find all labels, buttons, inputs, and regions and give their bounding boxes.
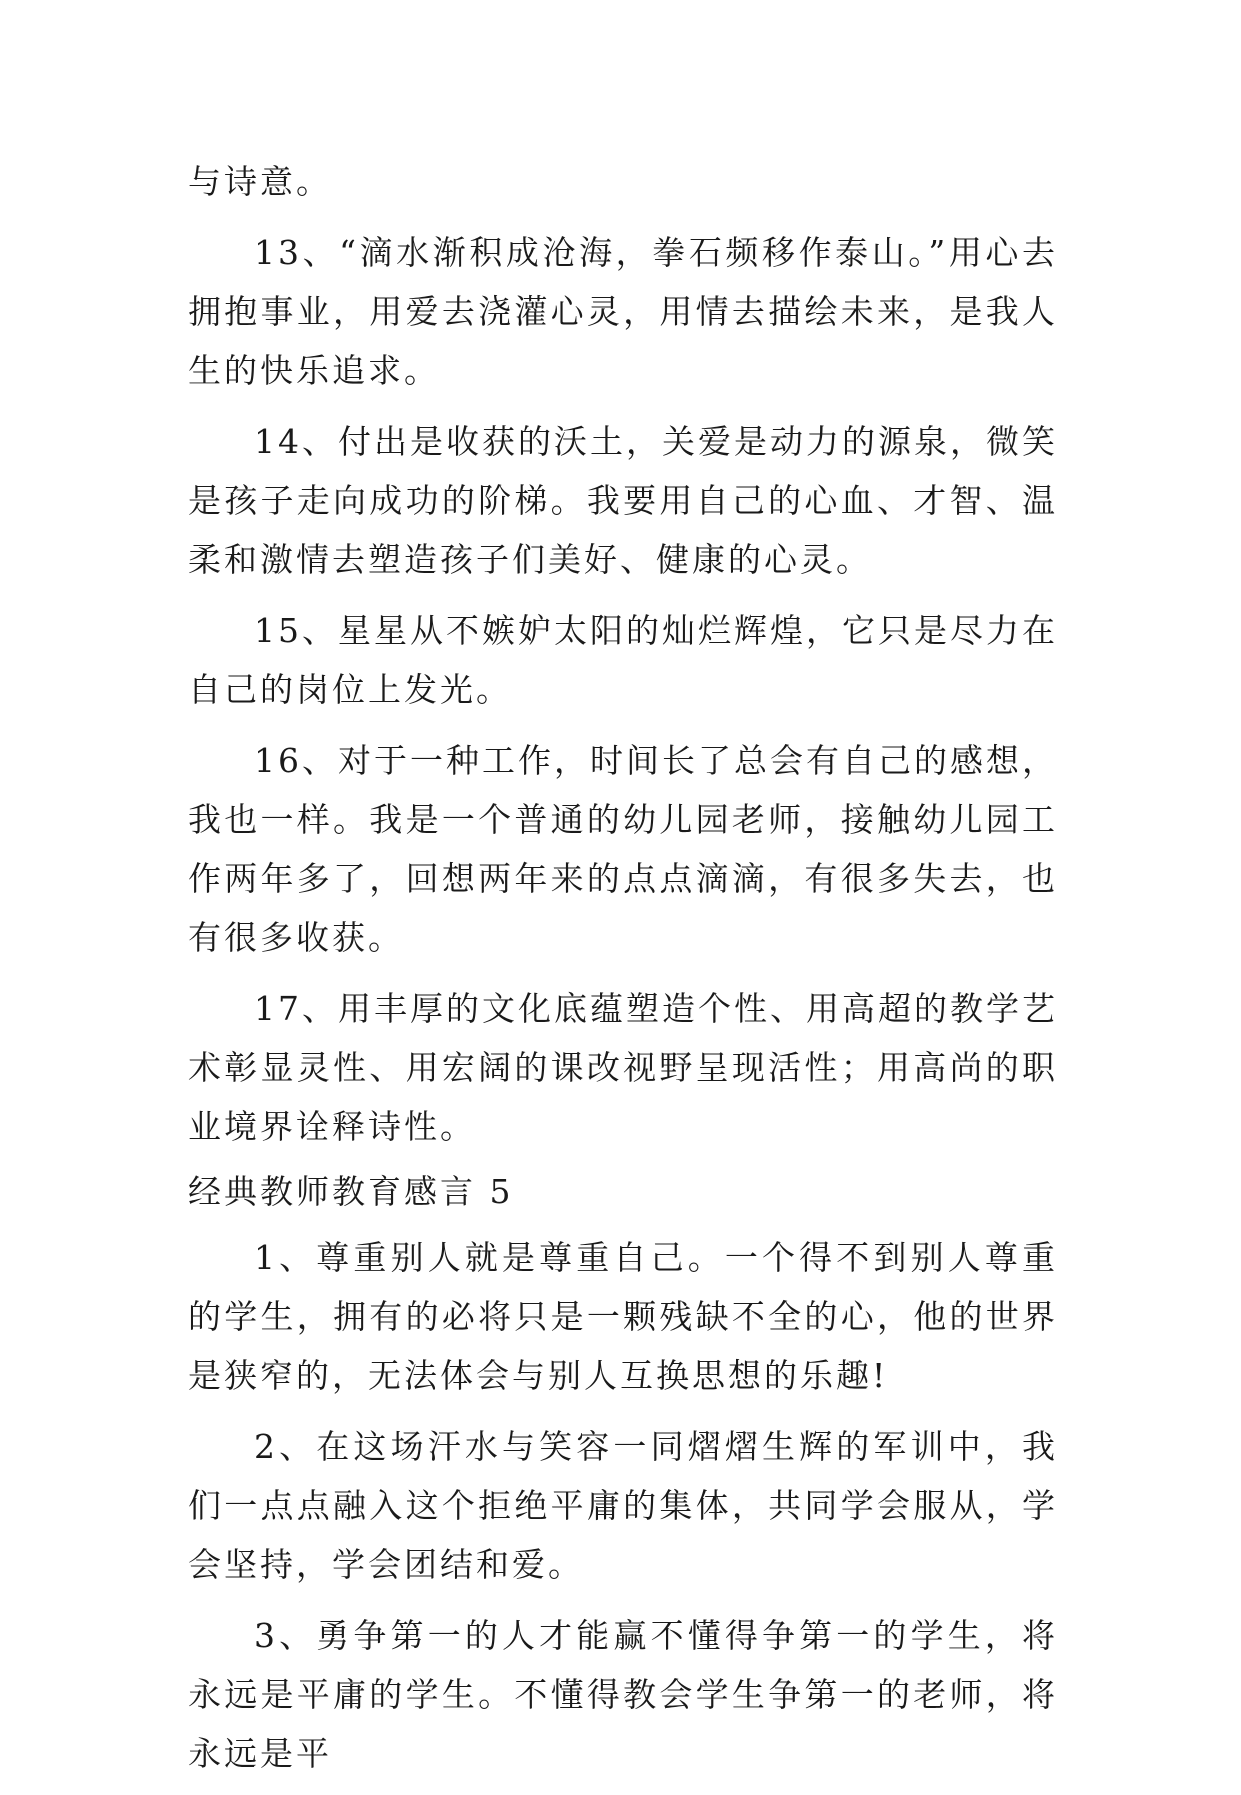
document-body: [188, 152, 1058, 1795]
section-heading: 经典教师教育感言 5: [188, 1172, 514, 1211]
paragraph-14: 14、付出是收获的沃土，关爱是动力的源泉，微笑是孩子走向成功的阶梯。我要用自己的心血、才智、温柔和激情去塑造孩子们美好、健康的心灵。: [188, 422, 1058, 579]
section-paragraph-1: 1、尊重别人就是尊重自己。一个得不到别人尊重的学生，拥有的必将只是一颗残缺不全的心，他的世界是狭窄的，无法体会与别人互换思想的乐趣!: [188, 1238, 1058, 1395]
section-paragraph-2: 2、在这场汗水与笑容一同熠熠生辉的军训中，我们一点点融入这个拒绝平庸的集体，共同学会服从，学会坚持，学会团结和爱。: [188, 1427, 1058, 1584]
section-paragraph-3: 3、勇争第一的人才能赢不懂得争第一的学生，将永远是平庸的学生。不懂得教会学生争第一的老师，将永远是平: [188, 1616, 1058, 1773]
paragraph-17: 17、用丰厚的文化底蕴塑造个性、用高超的教学艺术彰显灵性、用宏阔的课改视野呈现活性；用高尚的职业境界诠释诗性。: [188, 989, 1058, 1146]
paragraph-13: 13、“滴水渐积成沧海，拳石频移作泰山。”用心去拥抱事业，用爱去浇灌心灵，用情去描绘未来，是我人生的快乐追求。: [188, 233, 1058, 390]
paragraph-continuation: 与诗意。: [188, 162, 332, 201]
paragraph-16: 16、对于一种工作，时间长了总会有自己的感想，我也一样。我是一个普通的幼儿园老师，接触幼儿园工作两年多了，回想两年来的点点滴滴，有很多失去，也有很多收获。: [188, 741, 1058, 957]
paragraph-15: 15、星星从不嫉妒太阳的灿烂辉煌，它只是尽力在自己的岗位上发光。: [188, 611, 1058, 709]
